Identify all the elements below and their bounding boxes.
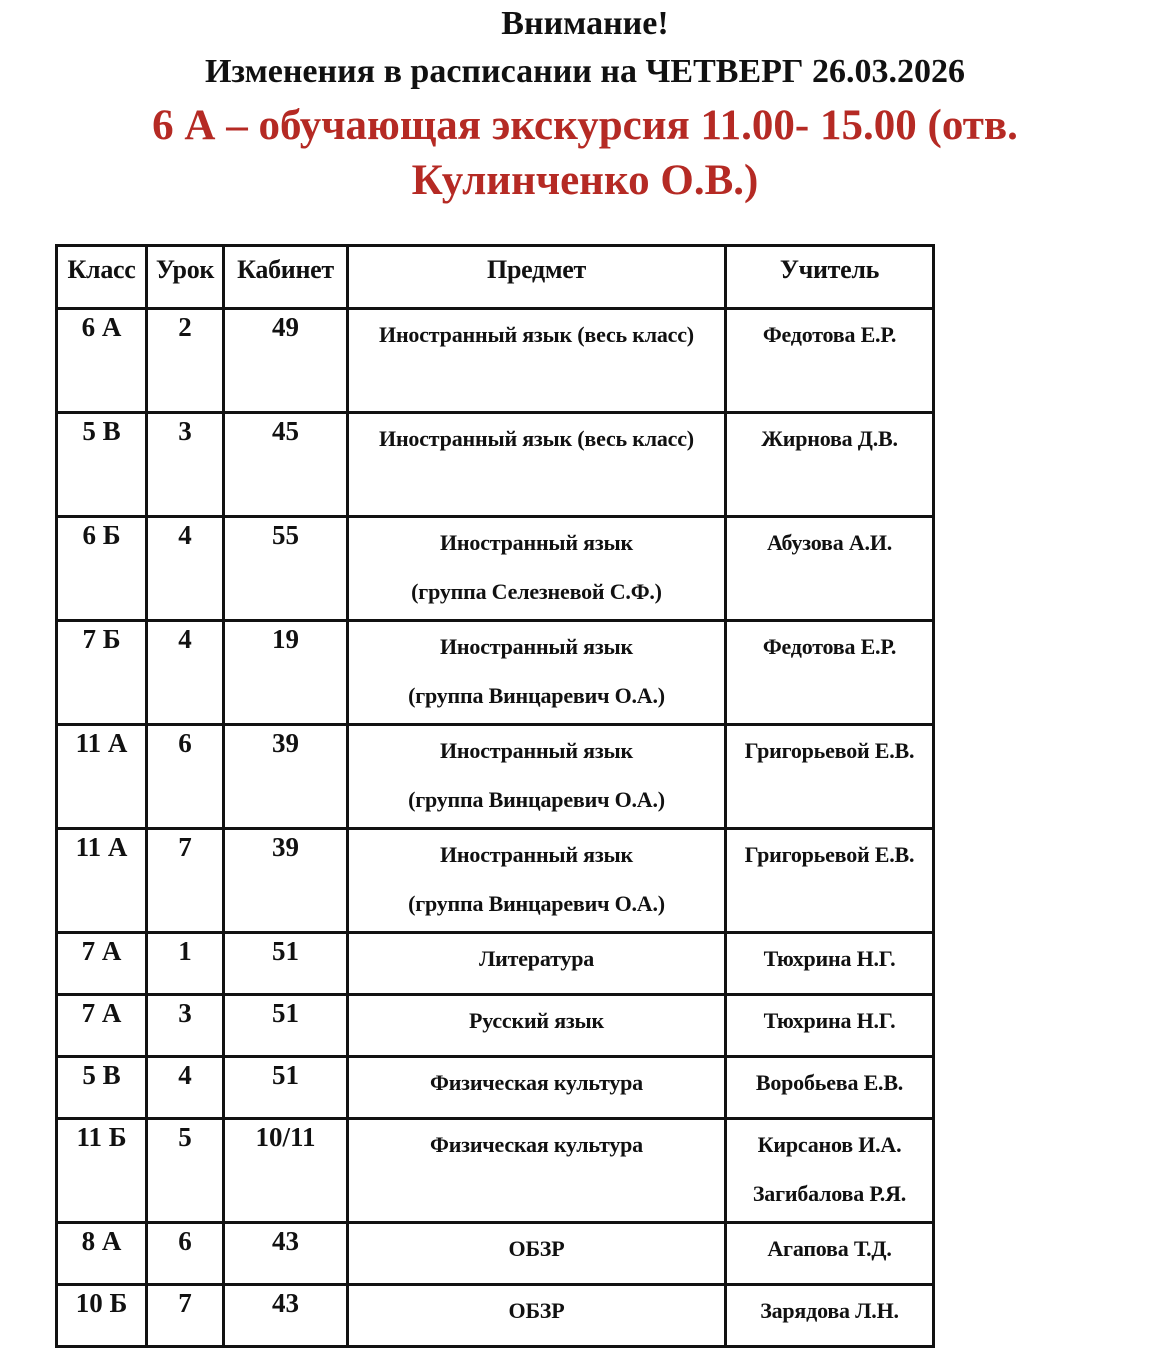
cell-room: 43 bbox=[224, 1223, 348, 1285]
cell-room: 55 bbox=[224, 517, 348, 621]
cell-lesson: 4 bbox=[147, 517, 224, 621]
cell-subject: Иностранный язык (весь класс) bbox=[348, 413, 726, 517]
cell-room: 39 bbox=[224, 829, 348, 933]
cell-room: 43 bbox=[224, 1285, 348, 1347]
cell-teacher: Жирнова Д.В. bbox=[726, 413, 934, 517]
cell-room: 39 bbox=[224, 725, 348, 829]
table-row bbox=[57, 725, 934, 829]
cell-room: 45 bbox=[224, 413, 348, 517]
cell-subject: Физическая культура bbox=[348, 1119, 726, 1223]
cell-subject: Литература bbox=[348, 933, 726, 995]
cell-class: 11 А bbox=[57, 829, 147, 933]
cell-subject: Иностранный язык (весь класс) bbox=[348, 309, 726, 413]
column-header-room: Кабинет bbox=[224, 246, 348, 309]
cell-teacher: Федотова Е.Р. bbox=[726, 621, 934, 725]
cell-subject: Иностранный язык (группа Винцаревич О.А.) bbox=[348, 725, 726, 829]
cell-class: 11 Б bbox=[57, 1119, 147, 1223]
table-row bbox=[57, 829, 934, 933]
cell-room: 49 bbox=[224, 309, 348, 413]
cell-subject: ОБЗР bbox=[348, 1285, 726, 1347]
excursion-notice-line1: 6 А – обучающая экскурсия 11.00- 15.00 (отв. bbox=[152, 102, 1018, 149]
cell-lesson: 1 bbox=[147, 933, 224, 995]
cell-teacher: Тюхрина Н.Г. bbox=[726, 933, 934, 995]
cell-subject: Физическая культура bbox=[348, 1057, 726, 1119]
cell-class: 6 А bbox=[57, 309, 147, 413]
cell-room: 19 bbox=[224, 621, 348, 725]
cell-class: 10 Б bbox=[57, 1285, 147, 1347]
cell-class: 6 Б bbox=[57, 517, 147, 621]
cell-subject: ОБЗР bbox=[348, 1223, 726, 1285]
cell-lesson: 3 bbox=[147, 995, 224, 1057]
table-row bbox=[57, 1223, 934, 1285]
table-row bbox=[57, 1119, 934, 1223]
cell-class: 5 В bbox=[57, 1057, 147, 1119]
cell-class: 7 А bbox=[57, 995, 147, 1057]
table-row bbox=[57, 517, 934, 621]
table-row bbox=[57, 621, 934, 725]
table-row bbox=[57, 995, 934, 1057]
cell-class: 8 А bbox=[57, 1223, 147, 1285]
column-header-class: Класс bbox=[57, 246, 147, 309]
cell-lesson: 6 bbox=[147, 1223, 224, 1285]
cell-lesson: 4 bbox=[147, 1057, 224, 1119]
cell-teacher: Зарядова Л.Н. bbox=[726, 1285, 934, 1347]
cell-class: 11 А bbox=[57, 725, 147, 829]
excursion-notice-line2: Кулинченко О.В.) bbox=[411, 157, 759, 204]
cell-teacher: Тюхрина Н.Г. bbox=[726, 995, 934, 1057]
column-header-teacher: Учитель bbox=[726, 246, 934, 309]
cell-lesson: 7 bbox=[147, 1285, 224, 1347]
table-row bbox=[57, 1057, 934, 1119]
table-row bbox=[57, 1285, 934, 1347]
column-header-lesson: Урок bbox=[147, 246, 224, 309]
table-row bbox=[57, 309, 934, 413]
cell-teacher: Кирсанов И.А. Загибалова Р.Я. bbox=[726, 1119, 934, 1223]
column-header-subject: Предмет bbox=[348, 246, 726, 309]
cell-room: 10/11 bbox=[224, 1119, 348, 1223]
cell-subject: Иностранный язык (группа Селезневой С.Ф.) bbox=[348, 517, 726, 621]
cell-lesson: 7 bbox=[147, 829, 224, 933]
cell-lesson: 3 bbox=[147, 413, 224, 517]
cell-teacher: Агапова Т.Д. bbox=[726, 1223, 934, 1285]
cell-lesson: 5 bbox=[147, 1119, 224, 1223]
cell-lesson: 6 bbox=[147, 725, 224, 829]
cell-lesson: 2 bbox=[147, 309, 224, 413]
cell-teacher: Воробьева Е.В. bbox=[726, 1057, 934, 1119]
table-row bbox=[57, 933, 934, 995]
cell-room: 51 bbox=[224, 1057, 348, 1119]
cell-room: 51 bbox=[224, 933, 348, 995]
cell-subject: Иностранный язык (группа Винцаревич О.А.) bbox=[348, 829, 726, 933]
cell-teacher: Федотова Е.Р. bbox=[726, 309, 934, 413]
cell-lesson: 4 bbox=[147, 621, 224, 725]
cell-room: 51 bbox=[224, 995, 348, 1057]
cell-teacher: Григорьевой Е.В. bbox=[726, 829, 934, 933]
schedule-changes-table bbox=[55, 244, 935, 1348]
table-row bbox=[57, 413, 934, 517]
cell-teacher: Григорьевой Е.В. bbox=[726, 725, 934, 829]
cell-teacher: Абузова А.И. bbox=[726, 517, 934, 621]
cell-subject: Иностранный язык (группа Винцаревич О.А.) bbox=[348, 621, 726, 725]
notice-title: Внимание! bbox=[501, 5, 669, 42]
table-header-row bbox=[57, 246, 934, 309]
cell-class: 7 А bbox=[57, 933, 147, 995]
cell-class: 5 В bbox=[57, 413, 147, 517]
notice-subtitle: Изменения в расписании на ЧЕТВЕРГ 26.03.2026 bbox=[204, 53, 966, 90]
cell-subject: Русский язык bbox=[348, 995, 726, 1057]
cell-class: 7 Б bbox=[57, 621, 147, 725]
